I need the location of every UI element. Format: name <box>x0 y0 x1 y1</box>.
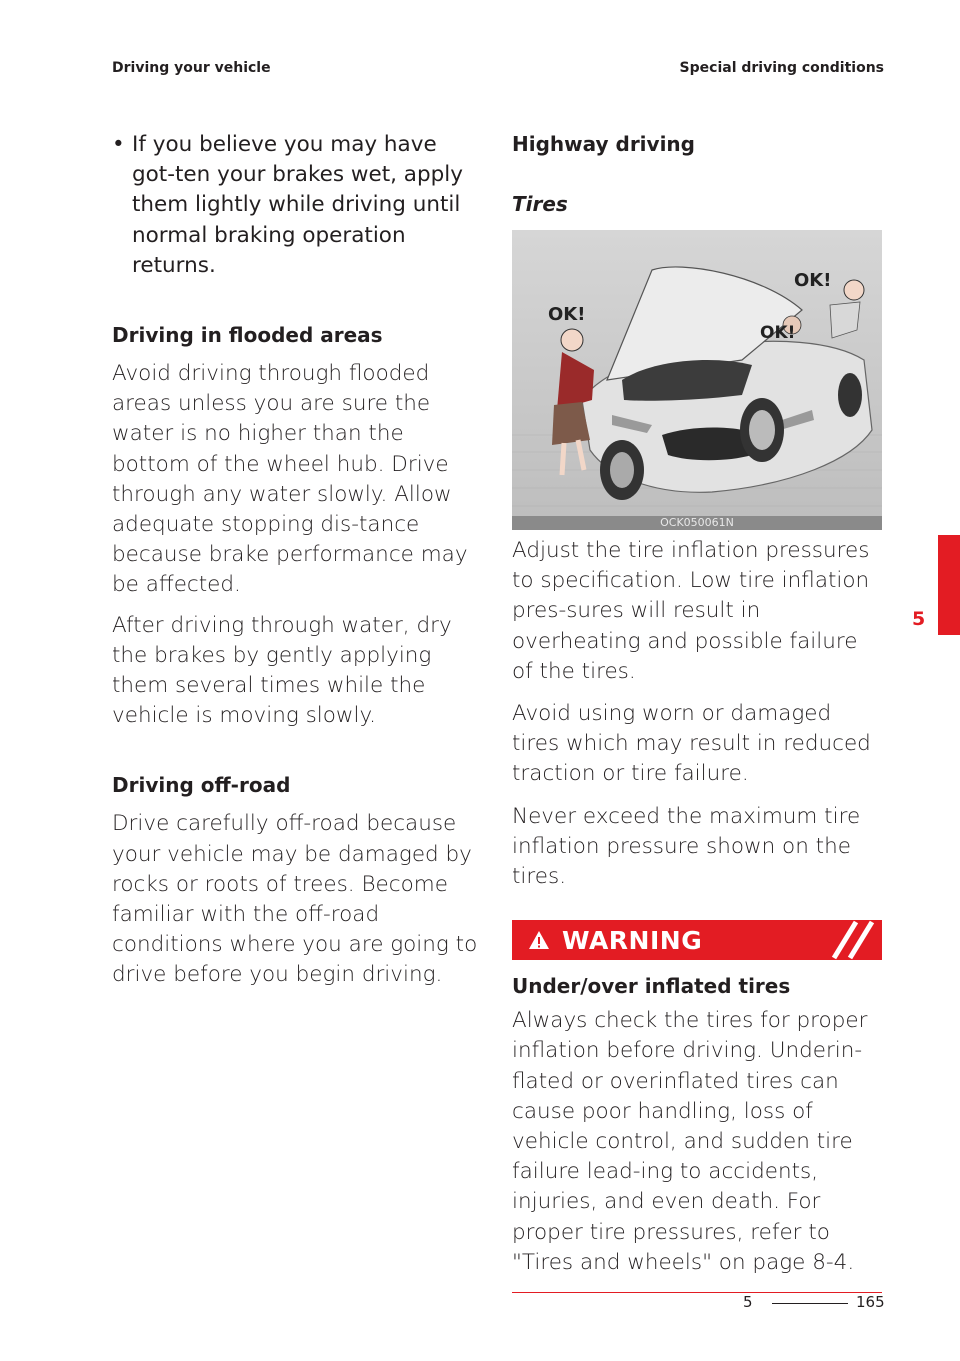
illustration-code: OCK050061N <box>512 516 882 530</box>
tire-check-illustration <box>512 230 882 530</box>
highway-driving-heading: Highway driving <box>512 132 695 156</box>
footer-chapter-number: 5 <box>743 1293 753 1311</box>
right-column <box>512 130 884 1293</box>
ok-bubble-right: OK! <box>794 270 832 291</box>
header-section-title: Driving your vehicle <box>112 60 271 76</box>
footer-page-number: 165 <box>856 1293 885 1311</box>
warning-end-rule <box>512 1292 882 1293</box>
brakes-wet-bullet: • If you believe you may have got-ten your brakes wet, apply them lightly while driving until normal braking operation returns. <box>112 130 484 281</box>
ok-bubble-center: OK! <box>760 323 796 343</box>
ok-bubble-left: OK! <box>548 304 586 325</box>
warning-slash-decoration <box>822 920 882 960</box>
warning-heading: Under/over inflated tires <box>512 974 791 999</box>
warning-label: WARNING <box>562 925 703 955</box>
tire-pressure-paragraph: Adjust the tire inflation pressures to specification. Low tire inflation pres-sures will result in overheating and possible failure of the tires. <box>512 538 870 684</box>
footer-divider <box>772 1303 848 1304</box>
chapter-tab-marker <box>938 535 960 635</box>
warning-triangle-icon <box>528 930 550 950</box>
flooded-paragraph-2: After driving through water, dry the brakes by gently applying them several times while the vehicle is moving slowly. <box>112 612 452 729</box>
off-road-paragraph: Drive carefully off-road because your vehicle may be damaged by rocks or roots of trees. Become familiar with the off-road conditions where you are going to drive before you begin driving. <box>112 811 478 988</box>
flooded-areas-heading: Driving in flooded areas <box>112 323 383 348</box>
worn-tires-paragraph: Avoid using worn or damaged tires which may result in reduced traction or tire failure. <box>512 701 871 787</box>
left-column <box>112 130 484 991</box>
warning-banner <box>512 920 882 960</box>
header-page-title: Special driving conditions <box>679 60 884 76</box>
tires-subheading: Tires <box>512 192 568 216</box>
flooded-paragraph-1: Avoid driving through flooded areas unless you are sure the water is no higher than the bottom of the wheel hub. Drive through any water slowly. Allow adequate stopping dis-tance because brake performance may be affected. <box>112 361 468 598</box>
chapter-tab-number: 5 <box>912 608 926 630</box>
warning-text: Always check the tires for proper inflation before driving. Underin-flated or overinflated tires can cause poor handling, loss of vehicle control, and sudden tire failure lead-ing to accidents, injuries, and even death. For proper tire pressures, refer to "Tires and wheels" on page 8-4. <box>512 1008 868 1275</box>
max-pressure-paragraph: Never exceed the maximum tire inflation pressure shown on the tires. <box>512 803 861 890</box>
car-hood-open-illustration <box>512 230 882 530</box>
off-road-heading: Driving off-road <box>112 773 291 798</box>
